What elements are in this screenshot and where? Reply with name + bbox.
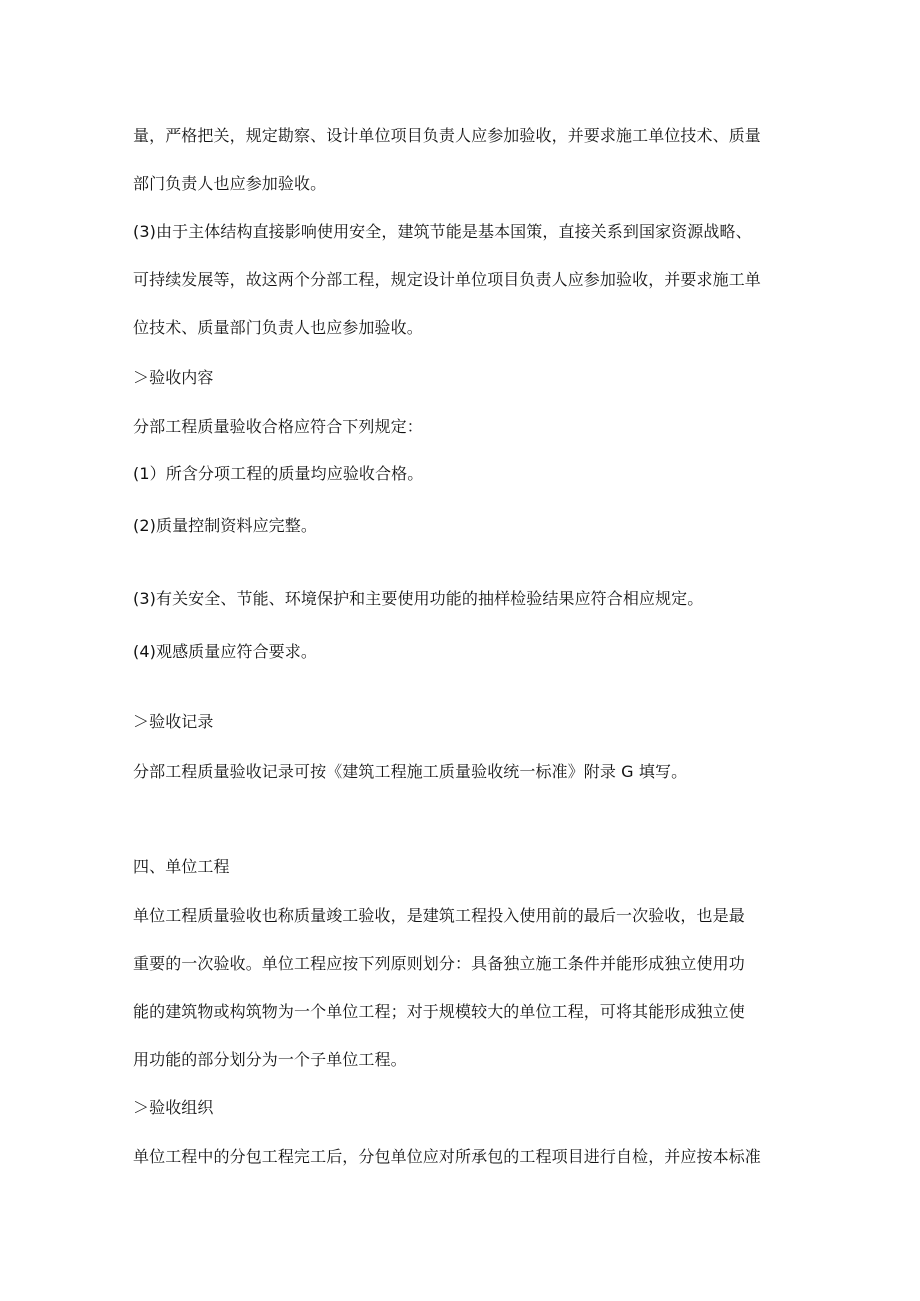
paragraph-line: (3)由于主体结构直接影响使用安全，建筑节能是基本国策，直接关系到国家资源战略、 bbox=[133, 222, 752, 241]
paragraph-line: 重要的一次验收。单位工程应按下列原则划分：具备独立施工条件并能形成独立使用功 bbox=[133, 954, 745, 973]
paragraph-line: 单位工程中的分包工程完工后，分包单位应对所承包的工程项目进行自检，并应按本标准 bbox=[133, 1147, 761, 1166]
paragraph-line: 可持续发展等，故这两个分部工程，规定设计单位项目负责人应参加验收，并要求施工单 bbox=[133, 270, 761, 289]
list-item: (4)观感质量应符合要求。 bbox=[133, 642, 317, 661]
list-item: (1）所含分项工程的质量均应验收合格。 bbox=[133, 464, 424, 483]
section-heading: ＞验收记录 bbox=[133, 712, 214, 731]
paragraph-line: 量，严格把关，规定勘察、设计单位项目负责人应参加验收，并要求施工单位技术、质量 bbox=[133, 126, 761, 145]
paragraph-line: 能的建筑物或构筑物为一个单位工程；对于规模较大的单位工程，可将其能形成独立使 bbox=[133, 1002, 745, 1021]
chapter-heading: 四、单位工程 bbox=[133, 857, 230, 876]
list-item: (3)有关安全、节能、环境保护和主要使用功能的抽样检验结果应符合相应规定。 bbox=[133, 589, 704, 608]
paragraph-line: 位技术、质量部门负责人也应参加验收。 bbox=[133, 318, 423, 337]
section-heading: ＞验收内容 bbox=[133, 368, 214, 387]
paragraph-line: 部门负责人也应参加验收。 bbox=[133, 174, 327, 193]
section-heading: ＞验收组织 bbox=[133, 1098, 214, 1117]
paragraph-line: 分部工程质量验收合格应符合下列规定： bbox=[133, 417, 423, 436]
paragraph-line: 用功能的部分划分为一个子单位工程。 bbox=[133, 1050, 407, 1069]
paragraph-line: 单位工程质量验收也称质量竣工验收，是建筑工程投入使用前的最后一次验收，也是最 bbox=[133, 906, 745, 925]
paragraph-line: 分部工程质量验收记录可按《建筑工程施工质量验收统一标准》附录 G 填写。 bbox=[133, 762, 688, 781]
list-item: (2)质量控制资料应完整。 bbox=[133, 516, 317, 535]
